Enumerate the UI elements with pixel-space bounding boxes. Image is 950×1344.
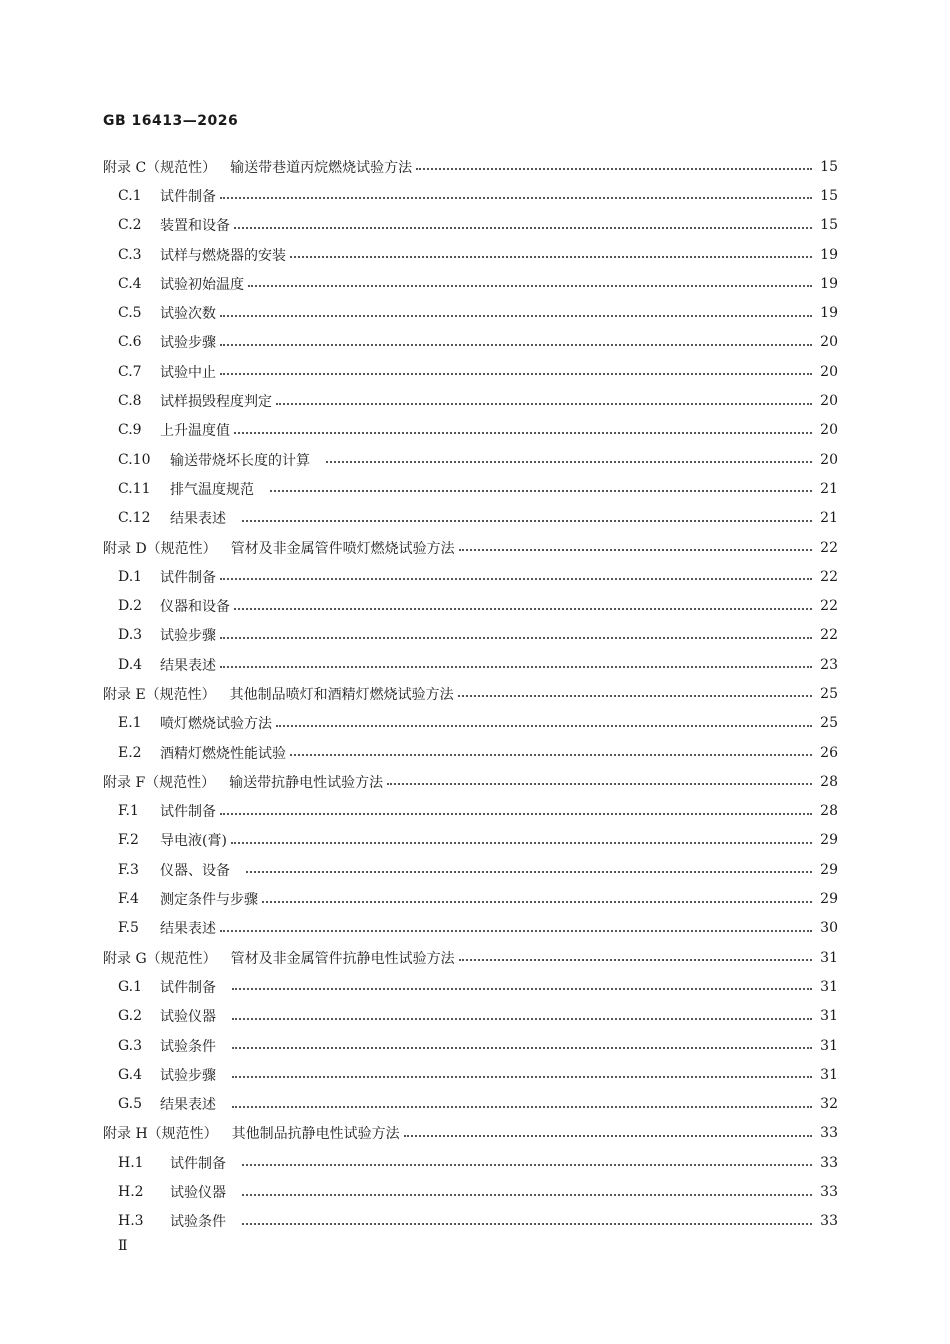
toc-section-entry[interactable] xyxy=(103,1060,838,1089)
toc-entry-label xyxy=(118,625,216,645)
toc-entry-title: 试验条件 xyxy=(160,1038,216,1055)
toc-page-number: 19 xyxy=(820,246,838,263)
toc-entry-label xyxy=(118,596,230,616)
toc-page-number: 33 xyxy=(820,1184,838,1201)
toc-entry-title: 其他制品喷灯和酒精灯燃烧试验方法 xyxy=(229,686,454,703)
toc-entry-number: C.11 xyxy=(118,480,151,497)
toc-entry-number: C.4 xyxy=(118,275,142,292)
toc-entry-number: C.12 xyxy=(118,510,151,527)
toc-section-entry[interactable] xyxy=(103,914,838,943)
toc-entry-number: F.3 xyxy=(118,861,139,878)
toc-entry-label xyxy=(103,948,455,968)
toc-entry-number: D.1 xyxy=(118,568,143,585)
document-header: GB 16413—2026 xyxy=(103,113,239,129)
toc-entry-title: 试验条件 xyxy=(170,1214,226,1231)
toc-entry-label xyxy=(118,186,216,206)
dot-leader xyxy=(242,1193,812,1196)
toc-entry-number: 附录 D（规范性） xyxy=(103,540,217,557)
toc-page-number: 31 xyxy=(820,978,838,995)
dot-leader xyxy=(290,255,812,258)
toc-entry-label xyxy=(118,420,230,440)
toc-entry-number: 附录 H（规范性） xyxy=(103,1126,218,1143)
toc-entry-number: C.2 xyxy=(118,217,142,234)
toc-page-number: 20 xyxy=(820,393,838,410)
toc-entry-title: 喷灯燃烧试验方法 xyxy=(160,716,272,733)
toc-entry-label xyxy=(118,274,244,294)
toc-page-number: 19 xyxy=(820,275,838,292)
toc-entry-number: F.1 xyxy=(118,803,139,820)
dot-leader xyxy=(290,753,812,756)
toc-entry-number: C.9 xyxy=(118,422,142,439)
toc-entry-number: C.8 xyxy=(118,393,142,410)
dot-leader xyxy=(232,1017,812,1020)
toc-entry-title: 试验步骤 xyxy=(160,335,216,352)
toc-entry-number: C.7 xyxy=(118,363,142,380)
toc-entry-title: 管材及非金属管件喷灯燃烧试验方法 xyxy=(230,540,455,557)
dot-leader xyxy=(220,196,812,199)
toc-entry-number: F.4 xyxy=(118,891,139,908)
toc-entry-label xyxy=(118,362,216,382)
toc-entry-label xyxy=(118,1211,226,1231)
dot-leader xyxy=(242,1222,812,1225)
dot-leader xyxy=(232,987,812,990)
dot-leader xyxy=(231,841,812,844)
toc-section-entry[interactable] xyxy=(103,738,838,767)
toc-entry-number: D.2 xyxy=(118,598,143,615)
toc-section-entry[interactable] xyxy=(103,298,838,327)
toc-entry-title: 试件制备 xyxy=(160,979,216,996)
toc-page-number: 15 xyxy=(820,187,838,204)
toc-section-entry[interactable] xyxy=(103,1207,838,1236)
toc-entry-label xyxy=(118,1153,226,1173)
dot-leader xyxy=(242,519,812,522)
dot-leader xyxy=(234,431,812,434)
toc-section-entry[interactable] xyxy=(103,386,838,415)
toc-section-entry[interactable] xyxy=(103,1031,838,1060)
dot-leader xyxy=(220,929,812,932)
toc-page-number: 29 xyxy=(820,891,838,908)
toc-appendix-entry[interactable] xyxy=(103,152,838,181)
toc-entry-number: C.10 xyxy=(118,451,151,468)
toc-entry-label xyxy=(118,743,286,763)
dot-leader xyxy=(220,636,812,639)
toc-page-number: 30 xyxy=(820,920,838,937)
toc-entry-label xyxy=(118,215,230,235)
dot-leader xyxy=(242,1163,812,1166)
dot-leader xyxy=(404,1134,812,1137)
toc-entry-number: G.3 xyxy=(118,1037,143,1054)
toc-entry-label xyxy=(103,538,455,558)
toc-entry-title: 试验次数 xyxy=(160,306,216,323)
toc-entry-title: 试验仪器 xyxy=(170,1185,226,1202)
toc-entry-number: C.6 xyxy=(118,334,142,351)
dot-leader xyxy=(234,607,812,610)
toc-page-number: 29 xyxy=(820,861,838,878)
toc-section-entry[interactable] xyxy=(103,211,838,240)
toc-page-number: 31 xyxy=(820,949,838,966)
toc-entry-title: 测定条件与步骤 xyxy=(160,892,258,909)
toc-section-entry[interactable] xyxy=(103,709,838,738)
dot-leader xyxy=(459,548,812,551)
dot-leader xyxy=(232,1075,812,1078)
dot-leader xyxy=(416,167,812,170)
toc-entry-label xyxy=(118,889,258,909)
toc-entry-title: 试样与燃烧器的安装 xyxy=(160,247,286,264)
toc-section-entry[interactable] xyxy=(103,1090,838,1119)
toc-section-entry[interactable] xyxy=(103,1177,838,1206)
dot-leader xyxy=(220,372,812,375)
toc-section-entry[interactable] xyxy=(103,972,838,1001)
toc-entry-number: 附录 C（规范性） xyxy=(103,159,217,176)
toc-entry-number: D.4 xyxy=(118,656,143,673)
toc-entry-title: 装置和设备 xyxy=(160,218,230,235)
toc-section-entry[interactable] xyxy=(103,650,838,679)
dot-leader xyxy=(234,226,812,229)
toc-entry-title: 排气温度规范 xyxy=(170,481,254,498)
toc-entry-label xyxy=(118,303,216,323)
toc-entry-title: 酒精灯燃烧性能试验 xyxy=(160,745,286,762)
toc-section-entry[interactable] xyxy=(103,445,838,474)
dot-leader xyxy=(262,900,812,903)
toc-page-number: 22 xyxy=(820,568,838,585)
toc-entry-label xyxy=(118,1006,216,1026)
dot-leader xyxy=(387,782,812,785)
toc-appendix-entry[interactable] xyxy=(103,767,838,796)
page-number: Ⅱ xyxy=(118,1238,128,1254)
toc-page-number: 21 xyxy=(820,480,838,497)
toc-entry-label xyxy=(118,860,230,880)
toc-entry-title: 仪器和设备 xyxy=(160,599,230,616)
dot-leader xyxy=(326,460,812,463)
toc-section-entry[interactable] xyxy=(103,269,838,298)
toc-entry-title: 试验步骤 xyxy=(160,1067,216,1084)
toc-entry-number: 附录 E（规范性） xyxy=(103,686,216,703)
toc-entry-number: D.3 xyxy=(118,627,143,644)
toc-page-number: 21 xyxy=(820,510,838,527)
toc-appendix-entry[interactable] xyxy=(103,533,838,562)
toc-entry-label xyxy=(103,684,454,704)
toc-section-entry[interactable] xyxy=(103,884,838,913)
toc-entry-label xyxy=(118,713,272,733)
dot-leader xyxy=(220,343,812,346)
toc-section-entry[interactable] xyxy=(103,1002,838,1031)
toc-entry-label xyxy=(118,1094,216,1114)
dot-leader xyxy=(220,577,812,580)
toc-appendix-entry[interactable] xyxy=(103,943,838,972)
toc-section-entry[interactable] xyxy=(103,1148,838,1177)
toc-entry-title: 导电液(膏) xyxy=(160,833,227,850)
toc-entry-label xyxy=(118,830,227,850)
toc-section-entry[interactable] xyxy=(103,181,838,210)
toc-page-number: 20 xyxy=(820,451,838,468)
toc-entry-title: 试样损毁程度判定 xyxy=(160,394,272,411)
toc-entry-number: F.5 xyxy=(118,920,139,937)
toc-entry-label xyxy=(103,772,383,792)
toc-entry-title: 仪器、设备 xyxy=(160,862,230,879)
toc-entry-title: 结果表述 xyxy=(170,511,226,528)
toc-page-number: 20 xyxy=(820,334,838,351)
toc-entry-title: 试件制备 xyxy=(170,1155,226,1172)
toc-entry-label xyxy=(103,1123,400,1143)
toc-section-entry[interactable] xyxy=(103,504,838,533)
toc-page-number: 26 xyxy=(820,744,838,761)
toc-entry-title: 管材及非金属管件抗静电性试验方法 xyxy=(230,950,455,967)
toc-page-number: 15 xyxy=(820,158,838,175)
toc-entry-label xyxy=(118,391,272,411)
toc-page-number: 19 xyxy=(820,305,838,322)
dot-leader xyxy=(458,694,812,697)
toc-entry-title: 其他制品抗静电性试验方法 xyxy=(231,1126,400,1143)
toc-entry-number: C.5 xyxy=(118,305,142,322)
toc-entry-title: 试件制备 xyxy=(160,804,216,821)
toc-page-number: 22 xyxy=(820,627,838,644)
toc-page-number: 20 xyxy=(820,363,838,380)
toc-entry-title: 试件制备 xyxy=(160,188,216,205)
toc-page-number: 20 xyxy=(820,422,838,439)
toc-page-number: 25 xyxy=(820,715,838,732)
toc-entry-label xyxy=(118,801,216,821)
toc-entry-label xyxy=(118,245,286,265)
toc-entry-number: 附录 G（规范性） xyxy=(103,950,217,967)
toc-section-entry[interactable] xyxy=(103,621,838,650)
dot-leader xyxy=(232,1105,812,1108)
dot-leader xyxy=(220,665,812,668)
toc-entry-number: H.3 xyxy=(118,1213,144,1230)
toc-entry-title: 结果表述 xyxy=(160,657,216,674)
toc-entry-title: 输送带烧坏长度的计算 xyxy=(170,452,310,469)
toc-section-entry[interactable] xyxy=(103,826,838,855)
toc-entry-number: E.1 xyxy=(118,715,142,732)
toc-page-number: 31 xyxy=(820,1037,838,1054)
toc-entry-title: 结果表述 xyxy=(160,1097,216,1114)
toc-section-entry[interactable] xyxy=(103,562,838,591)
toc-page-number: 33 xyxy=(820,1125,838,1142)
toc-section-entry[interactable] xyxy=(103,797,838,826)
toc-page-number: 22 xyxy=(820,539,838,556)
toc-entry-title: 输送带抗静电性试验方法 xyxy=(229,774,384,791)
toc-entry-label xyxy=(118,567,216,587)
toc-entry-title: 试验中止 xyxy=(160,364,216,381)
dot-leader xyxy=(270,489,812,492)
toc-entry-label xyxy=(118,655,216,675)
dot-leader xyxy=(220,314,812,317)
toc-page-number: 28 xyxy=(820,773,838,790)
toc-page-number: 31 xyxy=(820,1008,838,1025)
toc-entry-title: 试验步骤 xyxy=(160,628,216,645)
toc-entry-label xyxy=(118,918,216,938)
toc-section-entry[interactable] xyxy=(103,591,838,620)
toc-entry-label xyxy=(118,332,216,352)
toc-section-entry[interactable] xyxy=(103,328,838,357)
toc-entry-label xyxy=(118,1182,226,1202)
toc-entry-label xyxy=(118,450,310,470)
toc-section-entry[interactable] xyxy=(103,474,838,503)
toc-entry-number: 附录 F（规范性） xyxy=(103,774,216,791)
toc-section-entry[interactable] xyxy=(103,357,838,386)
dot-leader xyxy=(248,284,812,287)
toc-page-number: 32 xyxy=(820,1096,838,1113)
toc-entry-number: E.2 xyxy=(118,744,142,761)
toc-entry-title: 输送带巷道丙烷燃烧试验方法 xyxy=(230,159,413,176)
toc-page-number: 29 xyxy=(820,832,838,849)
toc-section-entry[interactable] xyxy=(103,855,838,884)
toc-entry-number: F.2 xyxy=(118,832,139,849)
toc-page-number: 23 xyxy=(820,656,838,673)
toc-page-number: 33 xyxy=(820,1213,838,1230)
toc-section-entry[interactable] xyxy=(103,416,838,445)
toc-entry-number: H.1 xyxy=(118,1154,144,1171)
dot-leader xyxy=(220,812,812,815)
toc-page-number: 33 xyxy=(820,1154,838,1171)
toc-entry-number: G.5 xyxy=(118,1096,143,1113)
dot-leader xyxy=(459,958,812,961)
toc-entry-label xyxy=(103,157,412,177)
toc-page-number: 22 xyxy=(820,598,838,615)
toc-entry-title: 上升温度值 xyxy=(160,423,230,440)
dot-leader xyxy=(232,1046,812,1049)
toc-entry-title: 试件制备 xyxy=(160,569,216,586)
toc-entry-number: G.1 xyxy=(118,978,143,995)
toc-appendix-entry[interactable] xyxy=(103,1119,838,1148)
dot-leader xyxy=(246,870,812,873)
toc-page-number: 25 xyxy=(820,685,838,702)
toc-entry-number: H.2 xyxy=(118,1184,144,1201)
toc-entry-title: 试验初始温度 xyxy=(160,276,244,293)
toc-entry-label xyxy=(118,479,254,499)
toc-entry-number: C.3 xyxy=(118,246,142,263)
dot-leader xyxy=(276,402,812,405)
toc-entry-label xyxy=(118,1036,216,1056)
toc-page-number: 15 xyxy=(820,217,838,234)
toc-entry-label xyxy=(118,508,226,528)
toc-entry-title: 结果表述 xyxy=(160,921,216,938)
toc-appendix-entry[interactable] xyxy=(103,679,838,708)
toc-entry-number: G.4 xyxy=(118,1066,143,1083)
toc-entry-number: G.2 xyxy=(118,1008,143,1025)
toc-section-entry[interactable] xyxy=(103,240,838,269)
table-of-contents xyxy=(103,152,838,1236)
dot-leader xyxy=(276,724,812,727)
toc-entry-label xyxy=(118,1065,216,1085)
toc-entry-label xyxy=(118,977,216,997)
toc-entry-number: C.1 xyxy=(118,187,142,204)
toc-entry-title: 试验仪器 xyxy=(160,1009,216,1026)
toc-page-number: 31 xyxy=(820,1066,838,1083)
toc-page-number: 28 xyxy=(820,803,838,820)
